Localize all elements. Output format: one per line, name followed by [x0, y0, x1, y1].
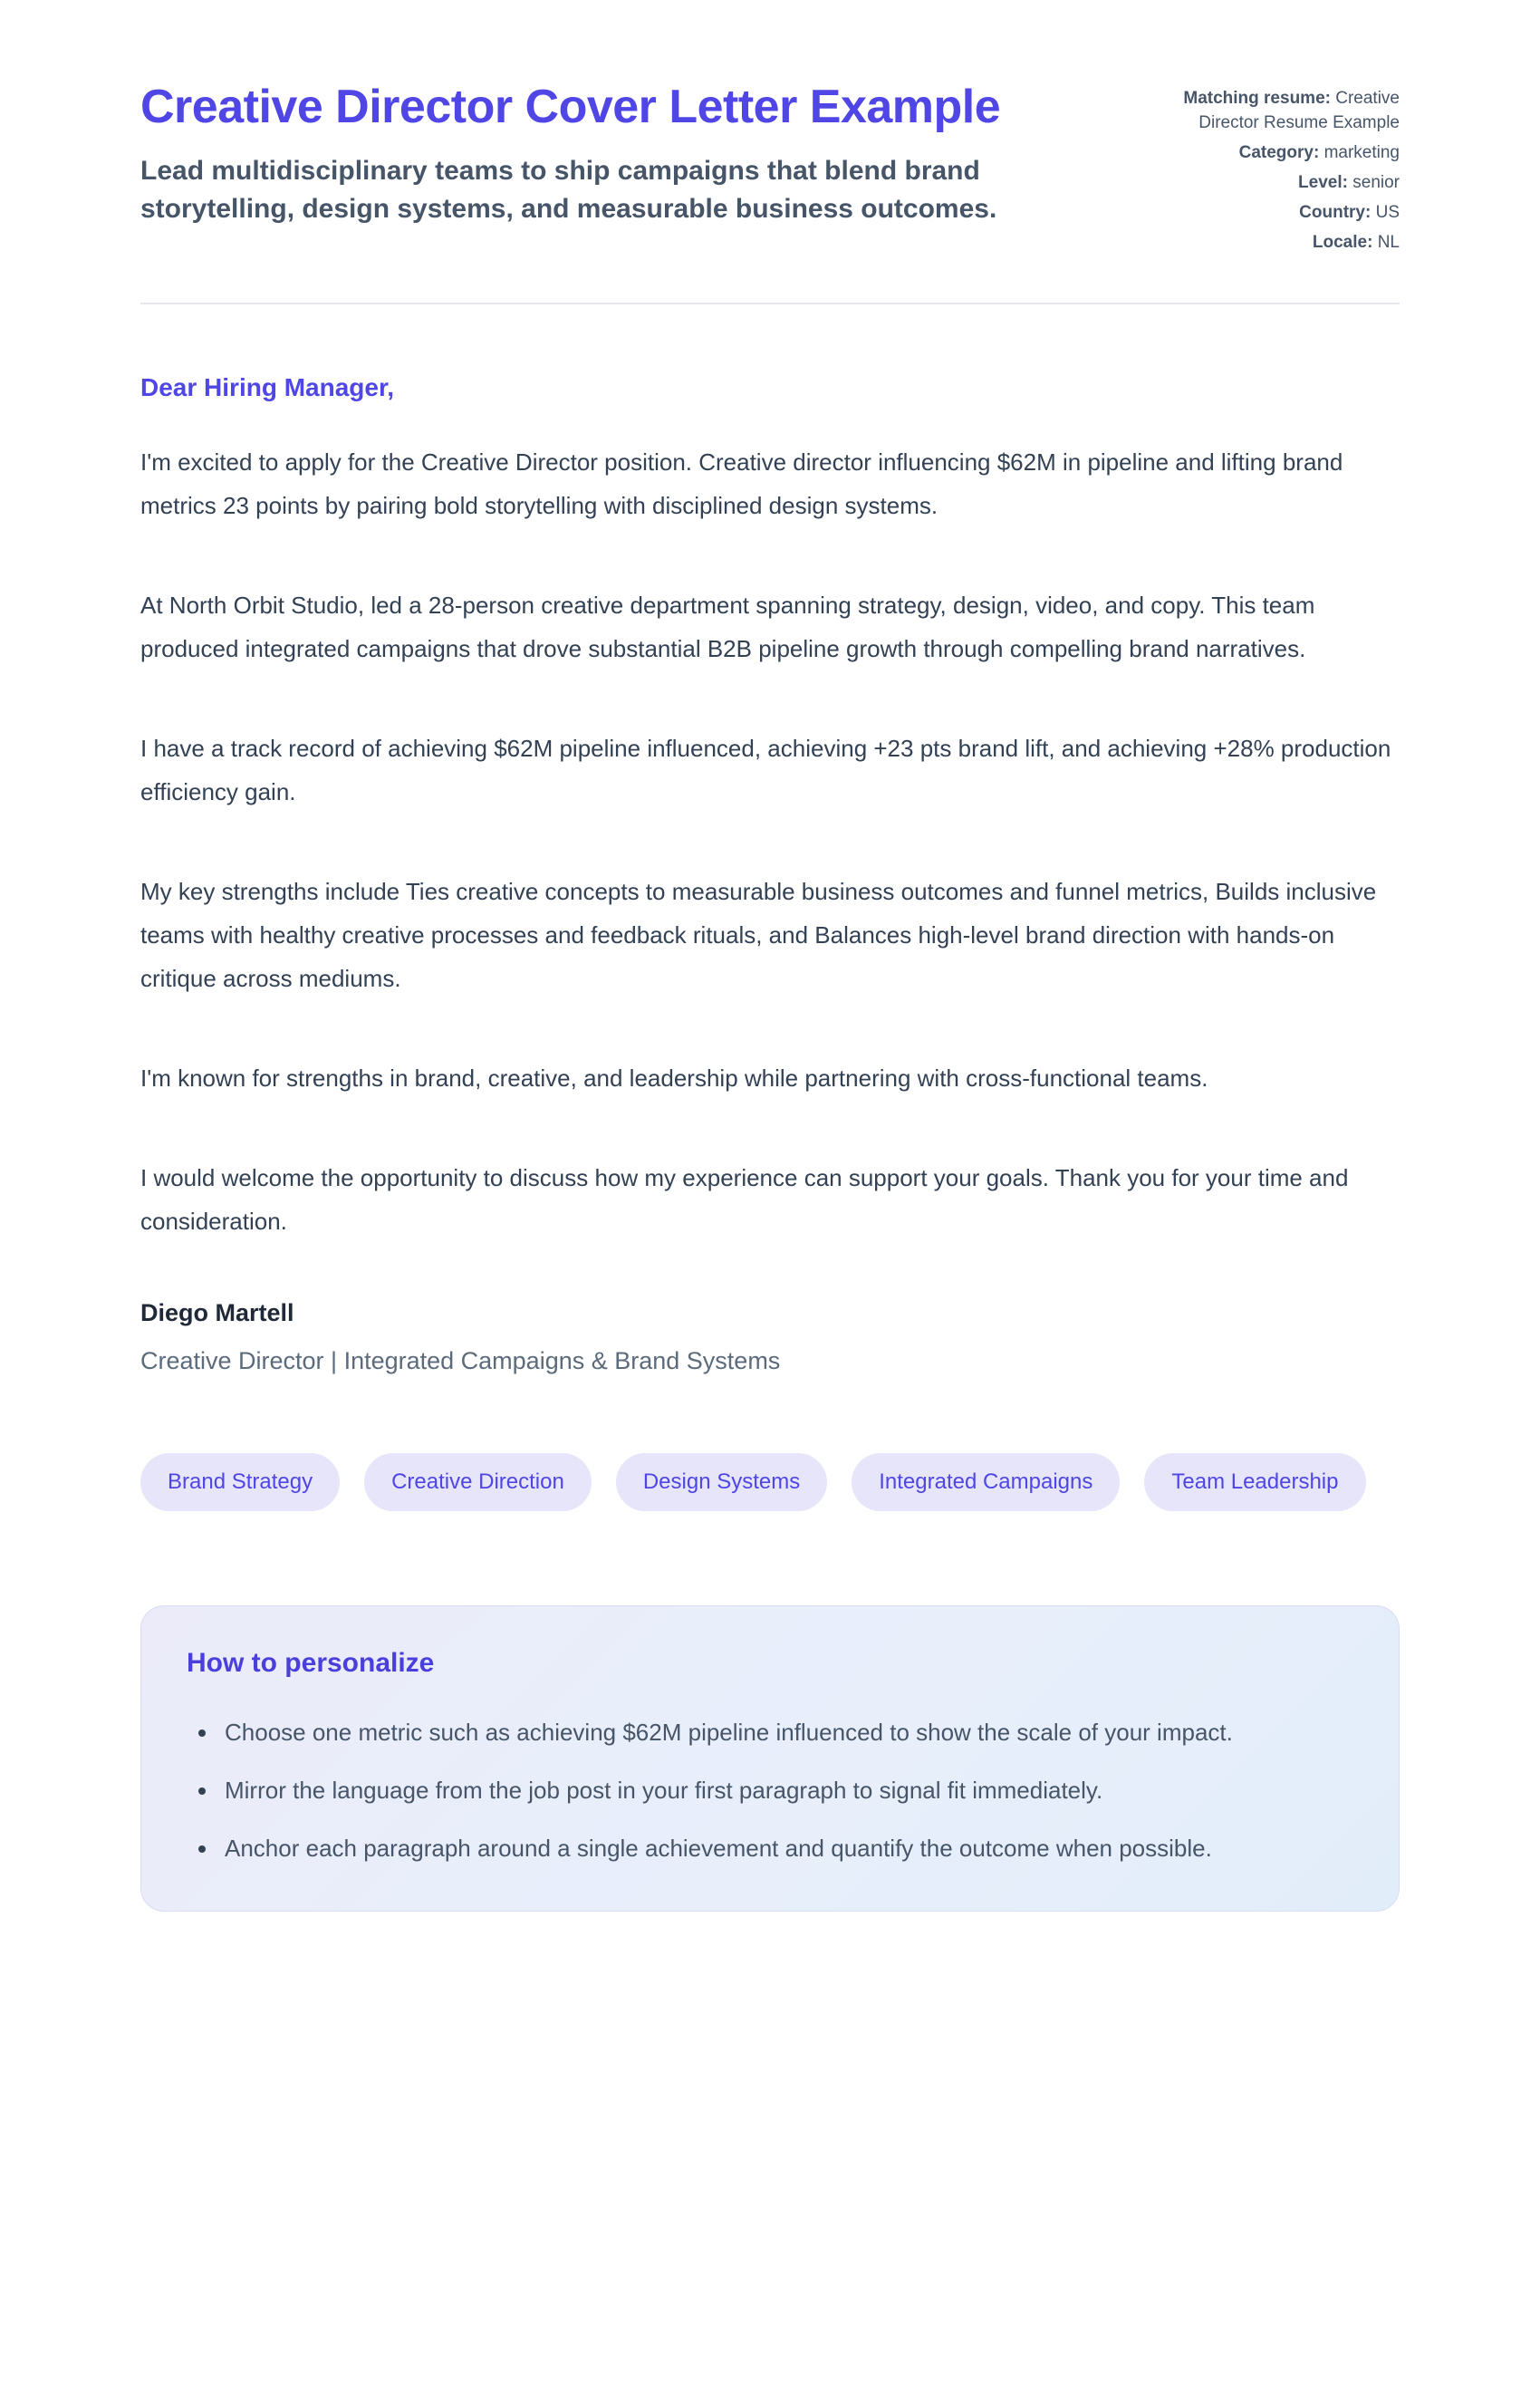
letter-greeting: Dear Hiring Manager,	[140, 372, 395, 401]
resume-meta-panel	[1166, 78, 1400, 261]
skill-tag-design-systems: Design Systems	[616, 1453, 827, 1511]
page-subtitle: Lead multidisciplinary teams to ship campaigns that blend brand storytelling, design systems, and measurable business outcomes.	[140, 155, 997, 225]
signature-name: Diego Martell	[140, 1298, 294, 1326]
meta-value: Creative Director Resume Example	[1198, 89, 1400, 132]
meta-label: Level:	[1298, 172, 1348, 192]
letter-paragraph-2: At North Orbit Studio, led a 28-person creative department spanning strategy, design, video, and copy. This team produced integrated campaigns that drove substantial B2B pipeline growth through compelling brand narratives.	[140, 591, 1315, 662]
cover-letter-page	[140, 0, 1400, 1999]
meta-label: Matching resume:	[1183, 89, 1331, 108]
callout-tip-2: • Mirror the language from the job post in your first paragraph to signal fit immediately.	[219, 1768, 1353, 1813]
meta-value: US	[1375, 202, 1400, 222]
meta-item-category	[1166, 141, 1400, 166]
header-title-block	[140, 78, 1101, 229]
letter-body	[140, 373, 1400, 1912]
letter-paragraph-6: I would welcome the opportunity to discuss how my experience can support your goals. Thank you for your time and consideration.	[140, 1163, 1349, 1235]
signature-title: Creative Director | Integrated Campaigns & Brand Systems	[140, 1346, 781, 1374]
meta-label: Locale:	[1312, 232, 1373, 252]
meta-value: NL	[1377, 232, 1400, 252]
meta-value: senior	[1352, 172, 1400, 192]
skill-tag-creative-direction: Creative Direction	[364, 1453, 592, 1511]
skill-tag-brand-strategy: Brand Strategy	[140, 1453, 340, 1511]
meta-item-level	[1166, 171, 1400, 196]
meta-value: marketing	[1323, 142, 1400, 162]
meta-item-locale	[1166, 231, 1400, 255]
page-title: Creative Director Cover Letter Example	[140, 81, 1001, 133]
letter-paragraph-4: My key strengths include Ties creative concepts to measurable business outcomes and funnel metrics, Builds inclusive teams with healthy creative processes and feedback rituals, and Balances high-level brand direction with hands-on critique across mediums.	[140, 877, 1377, 992]
skill-tag-integrated-campaigns: Integrated Campaigns	[852, 1453, 1120, 1511]
callout-title: How to personalize	[187, 1647, 435, 1678]
signature-block	[140, 1299, 1400, 1375]
skill-tags	[140, 1453, 1400, 1511]
meta-item-country	[1166, 201, 1400, 226]
meta-label: Category:	[1238, 142, 1320, 162]
page-header	[140, 78, 1400, 261]
letter-paragraph-1: I'm excited to apply for the Creative Director position. Creative director influencing $62M in pipeline and lifting brand metrics 23 points by pairing bold storytelling with disciplined design systems.	[140, 448, 1343, 519]
letter-paragraph-3: I have a track record of achieving $62M pipeline influenced, achieving +23 pts brand lift, and achieving +28% production efficiency gain.	[140, 734, 1391, 805]
callout-tip-3: • Anchor each paragraph around a single achievement and quantify the outcome when possible.	[219, 1826, 1353, 1871]
callout-tip-1: • Choose one metric such as achieving $62M pipeline influenced to show the scale of your impact.	[219, 1710, 1353, 1755]
meta-label: Country:	[1299, 202, 1372, 222]
meta-item-matching-resume	[1166, 87, 1400, 136]
letter-paragraph-5: I'm known for strengths in brand, creative, and leadership while partnering with cross-functional teams.	[140, 1064, 1208, 1092]
callout-tip-list	[187, 1710, 1353, 1871]
skill-tag-team-leadership: Team Leadership	[1144, 1453, 1365, 1511]
personalize-callout	[140, 1605, 1400, 1912]
header-divider	[140, 303, 1400, 304]
